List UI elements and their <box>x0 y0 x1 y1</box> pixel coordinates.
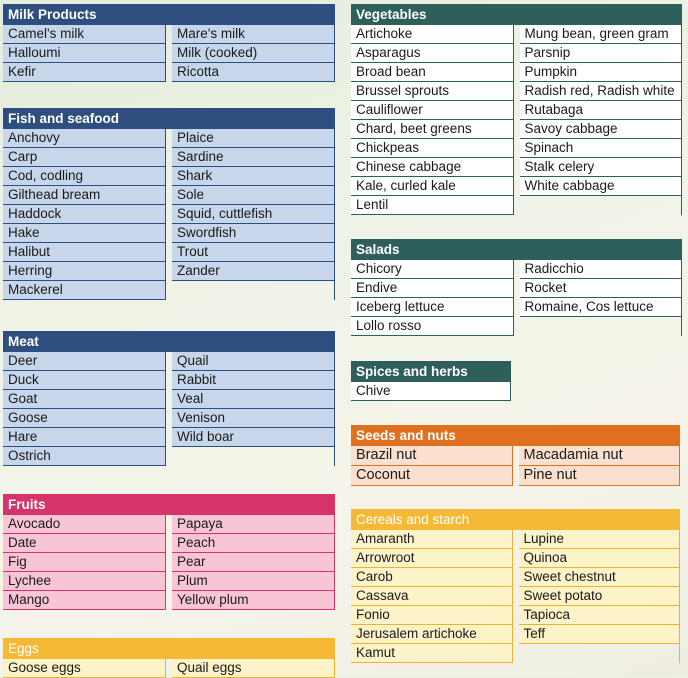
list-item: Teff <box>519 625 680 644</box>
list-item: Chive <box>351 382 510 401</box>
list-item: Stalk celery <box>520 158 682 177</box>
spices-and-herbs-section <box>351 361 511 401</box>
list-item: Halloumi <box>3 44 165 63</box>
list-item: Chickpeas <box>351 139 513 158</box>
list-item: Halibut <box>3 243 165 262</box>
list-item: Yellow plum <box>172 591 334 610</box>
milk-products-section <box>3 4 335 82</box>
cereals-and-starch-section <box>351 509 680 663</box>
list-item: Chard, beet greens <box>351 120 513 139</box>
column-1 <box>3 25 166 82</box>
fruits-section <box>3 494 335 610</box>
column-2 <box>519 530 681 663</box>
column-2 <box>172 129 335 300</box>
list-item: Haddock <box>3 205 165 224</box>
list-item: Gilthead bream <box>3 186 165 205</box>
list-item: Pine nut <box>519 466 680 486</box>
list-item: Duck <box>3 371 165 390</box>
list-item: Tapioca <box>519 606 680 625</box>
list-item: Swordfish <box>172 224 334 243</box>
list-item: Venison <box>172 409 334 428</box>
column-1 <box>3 129 166 300</box>
section-header: Fish and seafood <box>3 108 335 129</box>
list-item: Mango <box>3 591 165 610</box>
list-item: Goose <box>3 409 165 428</box>
list-item: Rutabaga <box>520 101 682 120</box>
column-1 <box>3 352 166 466</box>
meat-section <box>3 331 335 466</box>
list-item: Quail <box>172 352 334 371</box>
column-1 <box>3 659 166 678</box>
section-header: Milk Products <box>3 4 335 25</box>
list-item: Cauliflower <box>351 101 513 120</box>
list-item: Lychee <box>3 572 165 591</box>
list-item: Fig <box>3 553 165 572</box>
list-item: Sole <box>172 186 334 205</box>
list-item: Parsnip <box>520 44 682 63</box>
list-item: Radish red, Radish white <box>520 82 682 101</box>
section-header: Vegetables <box>351 4 682 25</box>
list-item: Hare <box>3 428 165 447</box>
section-header: Spices and herbs <box>351 361 511 382</box>
list-item: Sweet potato <box>519 587 680 606</box>
section-header: Eggs <box>3 638 335 659</box>
list-item: Lentil <box>351 196 513 215</box>
list-item: Ostrich <box>3 447 165 466</box>
column-2 <box>520 25 683 215</box>
list-item: Date <box>3 534 165 553</box>
list-item: Lupine <box>519 530 680 549</box>
list-item: Milk (cooked) <box>172 44 334 63</box>
list-item: Romaine, Cos lettuce <box>520 298 682 317</box>
list-item: Iceberg lettuce <box>351 298 513 317</box>
list-item: Cod, codling <box>3 167 165 186</box>
list-item: Rabbit <box>172 371 334 390</box>
list-item: Cassava <box>351 587 512 606</box>
column-1 <box>351 446 513 486</box>
section-header: Fruits <box>3 494 335 515</box>
list-item: Trout <box>172 243 334 262</box>
column-2 <box>520 260 683 336</box>
list-item: Arrowroot <box>351 549 512 568</box>
list-item: Sardine <box>172 148 334 167</box>
list-item: Ricotta <box>172 63 334 82</box>
list-item: Shark <box>172 167 334 186</box>
list-item: Peach <box>172 534 334 553</box>
column-2 <box>519 446 681 486</box>
list-item: Deer <box>3 352 165 371</box>
list-item: Fonio <box>351 606 512 625</box>
list-item: Coconut <box>351 466 512 486</box>
list-item: Jerusalem artichoke <box>351 625 512 644</box>
list-item: Asparagus <box>351 44 513 63</box>
list-item: Lollo rosso <box>351 317 513 336</box>
list-item: Savoy cabbage <box>520 120 682 139</box>
list-item: Squid, cuttlefish <box>172 205 334 224</box>
list-item: Macadamia nut <box>519 446 680 466</box>
list-item: White cabbage <box>520 177 682 196</box>
list-item: Pear <box>172 553 334 572</box>
list-item: Quail eggs <box>172 659 334 678</box>
list-item: Mung bean, green gram <box>520 25 682 44</box>
column-1 <box>351 25 514 215</box>
column-1 <box>3 515 166 610</box>
list-item: Brazil nut <box>351 446 512 466</box>
salads-section <box>351 239 682 336</box>
list-item: Mare's milk <box>172 25 334 44</box>
section-header: Meat <box>3 331 335 352</box>
list-item: Chinese cabbage <box>351 158 513 177</box>
list-item: Broad bean <box>351 63 513 82</box>
list-item: Artichoke <box>351 25 513 44</box>
column-2 <box>172 25 335 82</box>
list-item: Carp <box>3 148 165 167</box>
list-item: Spinach <box>520 139 682 158</box>
column-1 <box>351 260 514 336</box>
list-item: Papaya <box>172 515 334 534</box>
list-item: Kale, curled kale <box>351 177 513 196</box>
list-item: Anchovy <box>3 129 165 148</box>
list-item: Veal <box>172 390 334 409</box>
list-item: Rocket <box>520 279 682 298</box>
column-2 <box>172 515 335 610</box>
list-item: Goose eggs <box>3 659 165 678</box>
list-item: Brussel sprouts <box>351 82 513 101</box>
list-item: Zander <box>172 262 334 281</box>
list-item: Avocado <box>3 515 165 534</box>
list-item: Camel's milk <box>3 25 165 44</box>
list-item: Mackerel <box>3 281 165 300</box>
list-item: Hake <box>3 224 165 243</box>
column-2 <box>172 659 335 678</box>
list-item: Plaice <box>172 129 334 148</box>
list-item: Carob <box>351 568 512 587</box>
section-header: Cereals and starch <box>351 509 680 530</box>
list-item: Endive <box>351 279 513 298</box>
list-item: Kefir <box>3 63 165 82</box>
list-item: Goat <box>3 390 165 409</box>
list-item: Radicchio <box>520 260 682 279</box>
eggs-section <box>3 638 335 678</box>
section-header: Salads <box>351 239 682 260</box>
fish-and-seafood-section <box>3 108 335 300</box>
column-1 <box>351 530 513 663</box>
list-item: Sweet chestnut <box>519 568 680 587</box>
column-2 <box>172 352 335 466</box>
list-item: Herring <box>3 262 165 281</box>
list-item: Pumpkin <box>520 63 682 82</box>
column-1 <box>351 382 511 401</box>
list-item: Chicory <box>351 260 513 279</box>
seeds-and-nuts-section <box>351 425 680 486</box>
list-item: Amaranth <box>351 530 512 549</box>
vegetables-section <box>351 4 682 215</box>
list-item: Plum <box>172 572 334 591</box>
section-header: Seeds and nuts <box>351 425 680 446</box>
list-item: Kamut <box>351 644 512 663</box>
list-item: Wild boar <box>172 428 334 447</box>
list-item: Quinoa <box>519 549 680 568</box>
